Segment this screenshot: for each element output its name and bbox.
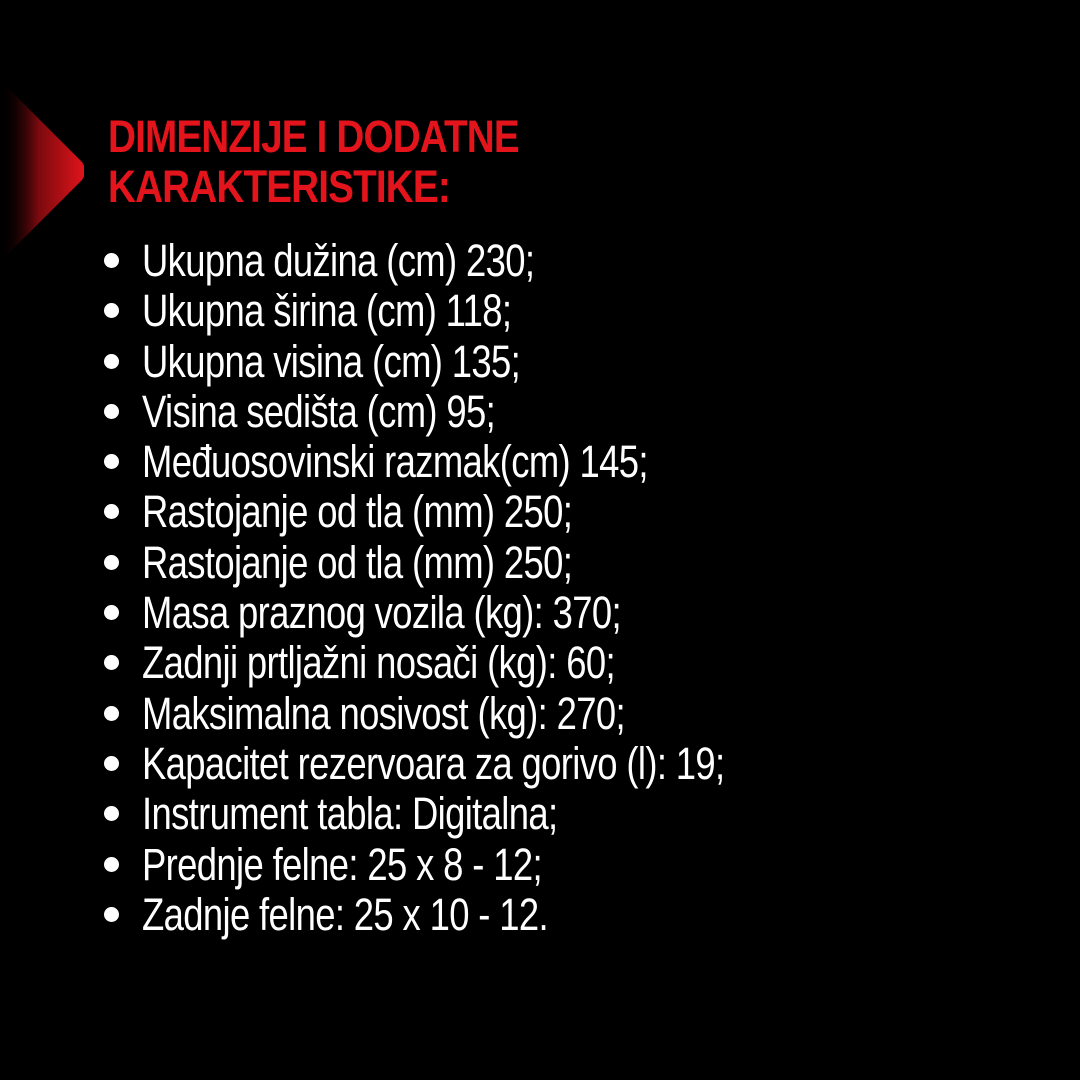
spec-item-front-rims — [100, 836, 1060, 890]
bullet-icon — [104, 404, 119, 419]
spec-text: Ukupna dužina (cm) 230; — [142, 235, 535, 286]
bullet-icon — [104, 655, 119, 670]
spec-text: Ukupna visina (cm) 135; — [142, 335, 521, 387]
bullet-icon — [104, 756, 119, 771]
spec-item-total-width — [100, 282, 1060, 337]
spec-item-total-length — [100, 232, 1060, 286]
spec-item-dry-weight — [100, 584, 1060, 639]
bullet-icon — [104, 806, 119, 821]
spec-item-seat-height — [100, 383, 1060, 437]
bullet-icon — [104, 907, 119, 922]
spec-text: Instrument tabla: Digitalna; — [142, 788, 558, 840]
bullet-icon — [104, 303, 119, 318]
bullet-icon — [104, 605, 119, 620]
spec-text: Visina sedišta (cm) 95; — [142, 385, 496, 437]
spec-item-total-height — [100, 333, 1060, 387]
red-arrow-tab-icon — [0, 86, 84, 256]
spec-text: Međuosovinski razmak(cm) 145; — [142, 436, 648, 488]
spec-text: Maksimalna nosivost (kg): 270; — [142, 687, 625, 739]
spec-text: Rastojanje od tla (mm) 250; — [142, 486, 573, 538]
spec-text: Prednje felne: 25 x 8 - 12; — [142, 838, 542, 890]
heading-line-1: DIMENZIJE I DODATNE — [108, 111, 519, 162]
spec-text: Ukupna širina (cm) 118; — [142, 285, 512, 337]
spec-text: Rastojanje od tla (mm) 250; — [142, 536, 573, 588]
spec-text: Masa praznog vozila (kg): 370; — [142, 587, 621, 639]
bullet-icon — [104, 253, 119, 268]
spec-text: Kapacitet rezervoara za gorivo (l): 19; — [142, 737, 725, 789]
spec-item-wheelbase — [100, 433, 1060, 488]
spec-text: Zadnje felne: 25 x 10 - 12. — [142, 888, 549, 940]
spec-item-instrument-panel — [100, 785, 1060, 840]
spec-text: Zadnji prtljažni nosači (kg): 60; — [142, 637, 615, 689]
spec-item-rear-rims — [100, 886, 1060, 940]
spec-item-fuel-capacity — [100, 735, 1060, 789]
spec-item-rear-rack — [100, 634, 1060, 689]
bullet-icon — [104, 555, 119, 570]
bullet-icon — [104, 504, 119, 519]
bullet-icon — [104, 857, 119, 872]
bullet-icon — [104, 454, 119, 469]
bullet-icon — [104, 706, 119, 721]
spec-item-max-load — [100, 685, 1060, 739]
spec-item-ground-clearance-repeat — [100, 534, 1060, 588]
section-heading — [108, 112, 708, 212]
bullet-icon — [104, 354, 119, 369]
heading-line-2: KARAKTERISTIKE: — [108, 161, 450, 212]
spec-list — [100, 232, 1060, 940]
spec-item-ground-clearance — [100, 483, 1060, 538]
